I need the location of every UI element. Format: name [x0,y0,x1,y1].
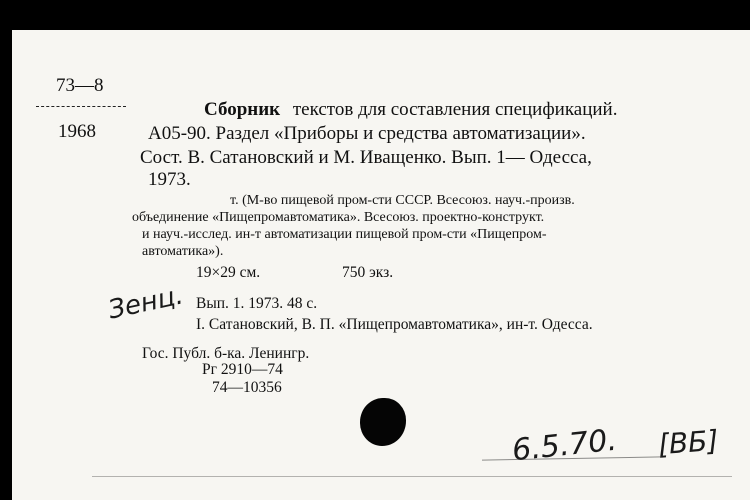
issue-info: Вып. 1. 1973. 48 с. [196,295,318,312]
library-name: Гос. Публ. б-ка. Ленингр. [142,345,310,362]
title-line-1-text: текстов для составления спецификаций. [292,99,618,120]
ink-blot [360,398,406,446]
catalog-card [12,30,750,500]
title-bold: Сборник [204,99,281,120]
handwritten-bottom-note: 6.5.70. [510,422,619,469]
title-line-4: 1973. [148,169,191,190]
copies: 750 экз. [342,264,394,281]
title-line-2: А05-90. Раздел «Приборы и средства автоматизации». [148,123,586,144]
handwritten-bottom-bracket: [ВБ] [656,423,720,462]
dimensions: 19×29 см. [196,264,261,281]
accession-number-1: Рг 2910—74 [202,361,283,378]
publisher-line-1: т. (М-во пищевой пром-сти СССР. Всесоюз. науч.-произв. [230,193,575,208]
added-entries: I. Сатановский, В. П. «Пищепромавтоматика», ин-т. Одесса. [196,316,593,333]
call-number-divider [36,106,126,107]
title-line-1 [204,100,617,119]
handwritten-left-note: Зенц. [105,280,186,326]
bottom-rule [92,476,732,477]
title-line-3: Сост. В. Сатановский и М. Иващенко. Вып. 1— Одесса, [140,147,592,168]
publisher-line-3: и науч.-исслед. ин-т автоматизации пищевой пром-сти «Пищепром- [142,227,547,242]
accession-number-2: 74—10356 [212,379,282,396]
call-number-year: 1968 [58,121,96,142]
publisher-line-4: автоматика»). [142,244,224,259]
publisher-line-2: объединение «Пищепромавтоматика». Всесоюз. проектно-конструкт. [132,210,545,225]
call-number-top: 73—8 [56,75,104,96]
